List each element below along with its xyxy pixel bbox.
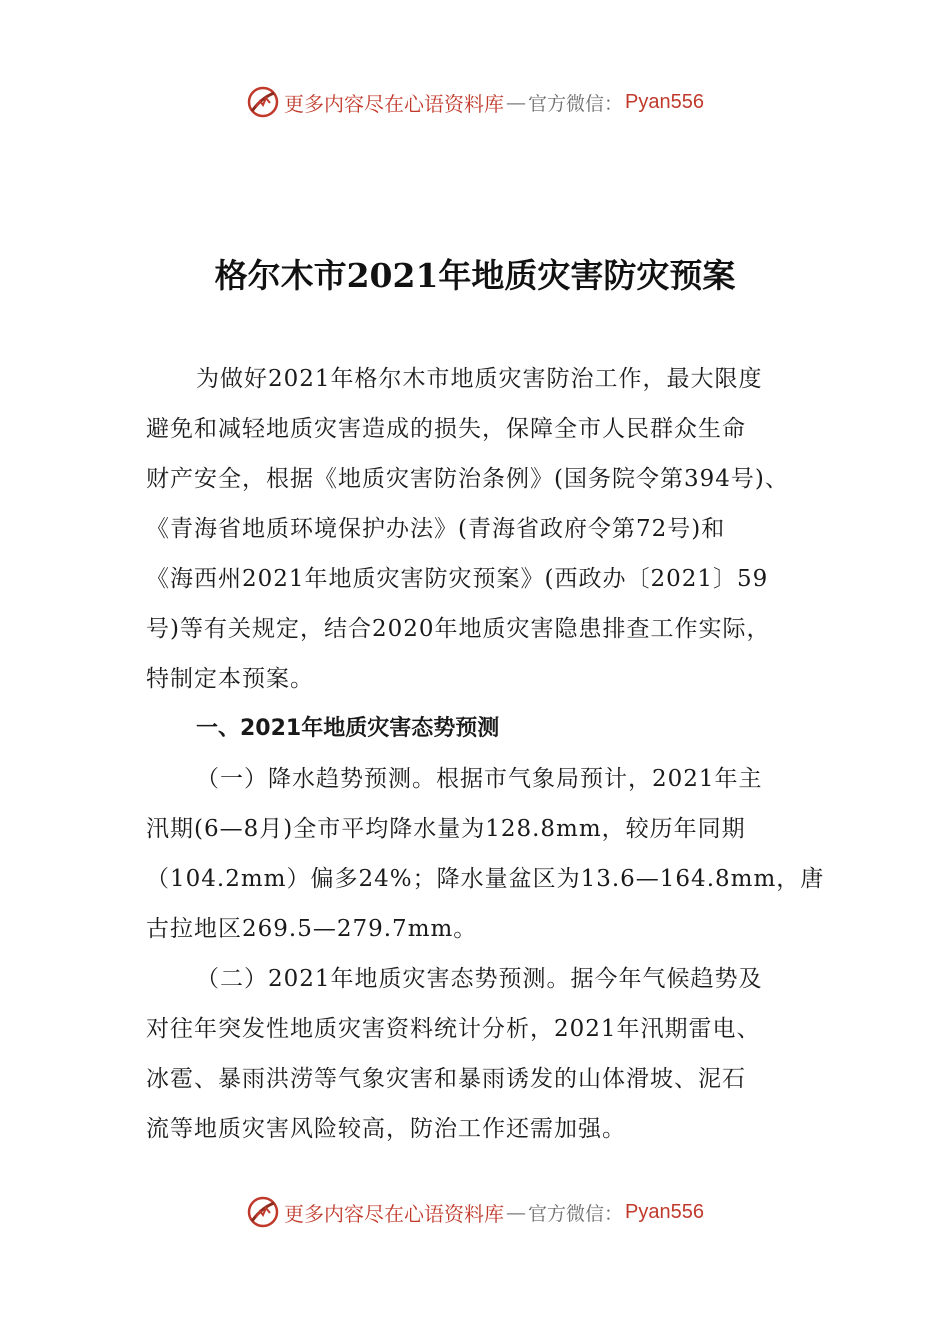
watermark-dash: — (506, 90, 526, 114)
watermark-dash: — (506, 1200, 526, 1224)
watermark-footer (0, 1192, 950, 1232)
watermark-site-text: 更多内容尽在心语资料库 (284, 1201, 504, 1226)
paragraph-line: 冰雹、暴雨洪涝等气象灾害和暴雨诱发的山体滑坡、泥石 (146, 1066, 746, 1092)
paragraph-line: （二）2021年地质灾害态势预测。据今年气候趋势及 (196, 966, 763, 992)
paragraph-line: （104.2mm）偏多24%；降水量盆区为13.6—164.8mm，唐 (146, 866, 825, 892)
red-hand-logo-icon (246, 1195, 280, 1229)
rain-forecast-paragraph (146, 754, 825, 954)
paragraph-line: 古拉地区269.5—279.7mm。 (146, 916, 478, 942)
paragraph-line: （一）降水趋势预测。根据市气象局预计，2021年主 (196, 766, 763, 792)
watermark-header (0, 82, 950, 122)
paragraph-line: 号)等有关规定，结合2020年地质灾害隐患排查工作实际， (146, 616, 771, 642)
watermark-wechat-id: Pyan556 (625, 90, 704, 113)
document-title: 格尔木市2021年地质灾害防灾预案 (214, 256, 736, 295)
paragraph-line: 流等地质灾害风险较高，防治工作还需加强。 (146, 1116, 626, 1142)
paragraph-line: 特制定本预案。 (146, 666, 314, 692)
paragraph-line: 《青海省地质环境保护办法》(青海省政府令第72号)和 (146, 516, 726, 542)
watermark-wechat-id: Pyan556 (625, 1200, 704, 1223)
paragraph-line: 汛期(6—8月)全市平均降水量为128.8mm，较历年同期 (146, 816, 746, 842)
intro-paragraph (146, 354, 806, 704)
paragraph-line: 《海西州2021年地质灾害防灾预案》(西政办〔2021〕59 (146, 566, 769, 592)
hazard-forecast-paragraph (146, 954, 806, 1154)
document-body (146, 354, 825, 1154)
watermark-wechat-label: 官方微信： (528, 1202, 624, 1225)
red-hand-logo-icon (246, 85, 280, 119)
paragraph-line: 避免和减轻地质灾害造成的损失，保障全市人民群众生命 (146, 416, 746, 442)
paragraph-line: 为做好2021年格尔木市地质灾害防治工作，最大限度 (196, 366, 763, 392)
section-heading: 一、2021年地质灾害态势预测 (196, 716, 500, 741)
paragraph-line: 财产安全，根据《地质灾害防治条例》(国务院令第394号)、 (146, 466, 789, 492)
watermark-wechat-label: 官方微信： (528, 92, 624, 115)
watermark-site-text: 更多内容尽在心语资料库 (284, 91, 504, 116)
paragraph-line: 对往年突发性地质灾害资料统计分析，2021年汛期雷电、 (146, 1016, 761, 1042)
